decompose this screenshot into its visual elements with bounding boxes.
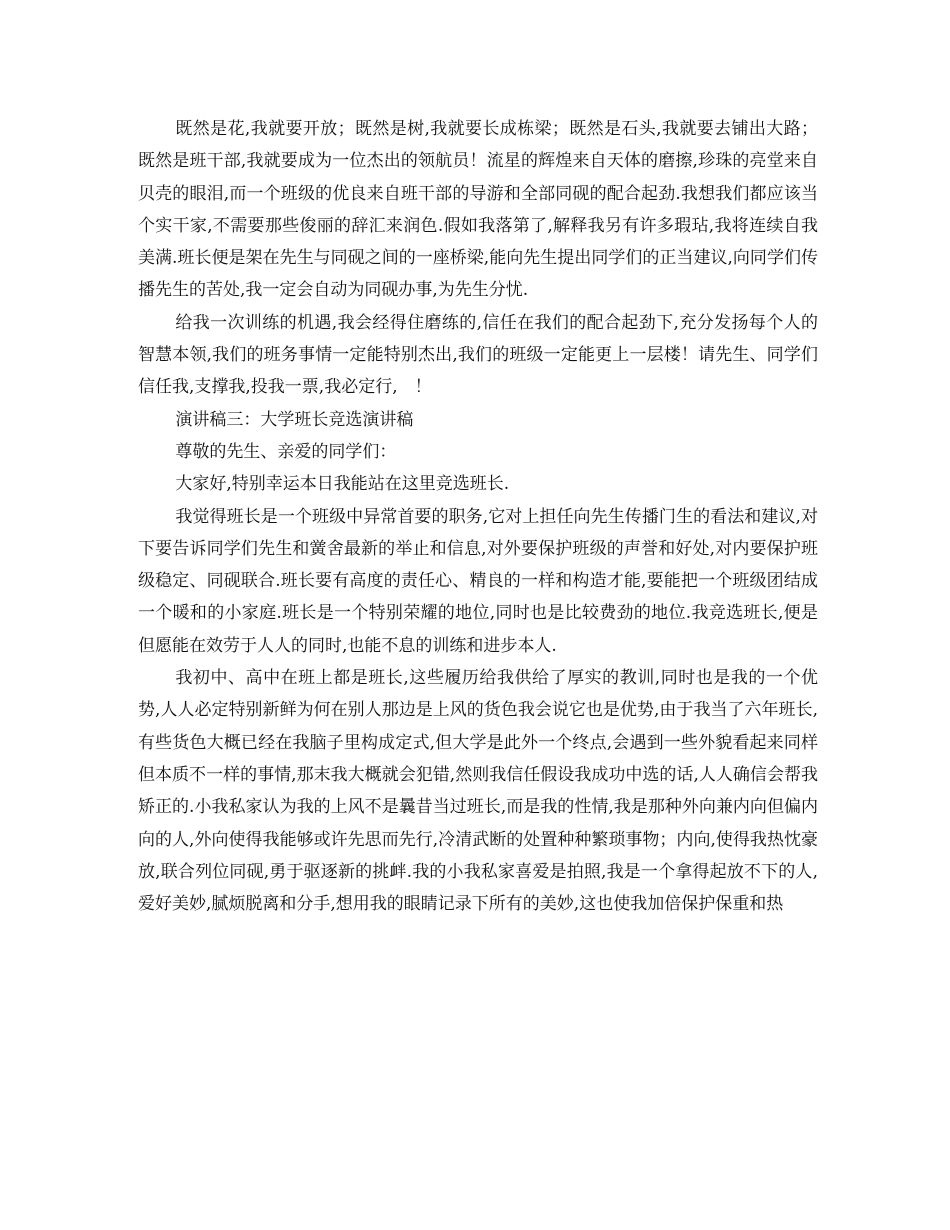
salutation: 尊敬的先生、亲爱的同学们： xyxy=(175,441,397,462)
paragraph-2: 给我一次训练的机遇,我会经得住磨练的,信任在我们的配合起劲下,充分发扬每个人的智慧本领,我们的班务事情一定能特别杰出,我们的班级一定能更上一层楼！请先生、同学们信任我,支撑我,投我一票,我必定行, ！ xyxy=(138,312,818,398)
paragraph-1: 既然是花,我就要开放；既然是树,我就要长成栋梁；既然是石头,我就要去铺出大路；既然是班干部,我就要成为一位杰出的领航员！流星的辉煌来自天体的磨擦,珍珠的亮堂来自贝壳的眼泪,而一个班级的优良来自班干部的导游和全部同砚的配合起劲.我想我们都应该当个实干家,不需要那些俊丽的辞汇来润色.假如我落第了,解释我另有许多瑕玷,我将连续自我美满.班长便是架在先生与同砚之间的一座桥梁,能向先生提出同学们的正当建议,向同学们传播先生的苦处,我一定会自动为同砚办事,为先生分忧. xyxy=(138,119,818,301)
speech-title: 演讲稿三：大学班长竞选演讲稿 xyxy=(175,409,414,430)
greeting: 大家好,特别幸运本日我能站在这里竞选班长. xyxy=(175,474,510,495)
document-body xyxy=(138,113,818,920)
paragraph-7: 我初中、高中在班上都是班长,这些履历给我供给了厚实的教训,同时也是我的一个优势,人人必定特别新鲜为何在别人那边是上风的货色我会说它也是优势,由于我当了六年班长,有些货色大概已经在我脑子里构成定式,但大学是此外一个终点,会遇到一些外貌看起来同样但本质不一样的事情,那末我大概就会犯错,然则我信任假设我成功中选的话,人人确信会帮我矫正的.小我私家认为我的上风不是曩昔当过班长,而是我的性情,我是那种外向兼内向但偏内向的人,外向使得我能够或许先思而先行,冷清武断的处置种种繁琐事物；内向,使得我热忱豪放,联合列位同砚,勇于驱逐新的挑衅.我的小我私家喜爱是拍照,我是一个拿得起放不下的人,爱好美妙,腻烦脱离和分手,想用我的眼睛记录下所有的美妙,这也使我加倍保护保重和热 xyxy=(138,668,818,915)
paragraph-6: 我觉得班长是一个班级中异常首要的职务,它对上担任向先生传播门生的看法和建议,对下要告诉同学们先生和黉舍最新的举止和信息,对外要保护班级的声誉和好处,对内要保护班级稳定、同砚联合.班长要有高度的责任心、精良的一样和构造才能,要能把一个班级团结成一个暖和的小家庭.班长是一个特别荣耀的地位,同时也是比较费劲的地位.我竞选班长,便是但愿能在效劳于人人的同时,也能不息的训练和进步本人. xyxy=(138,506,818,656)
